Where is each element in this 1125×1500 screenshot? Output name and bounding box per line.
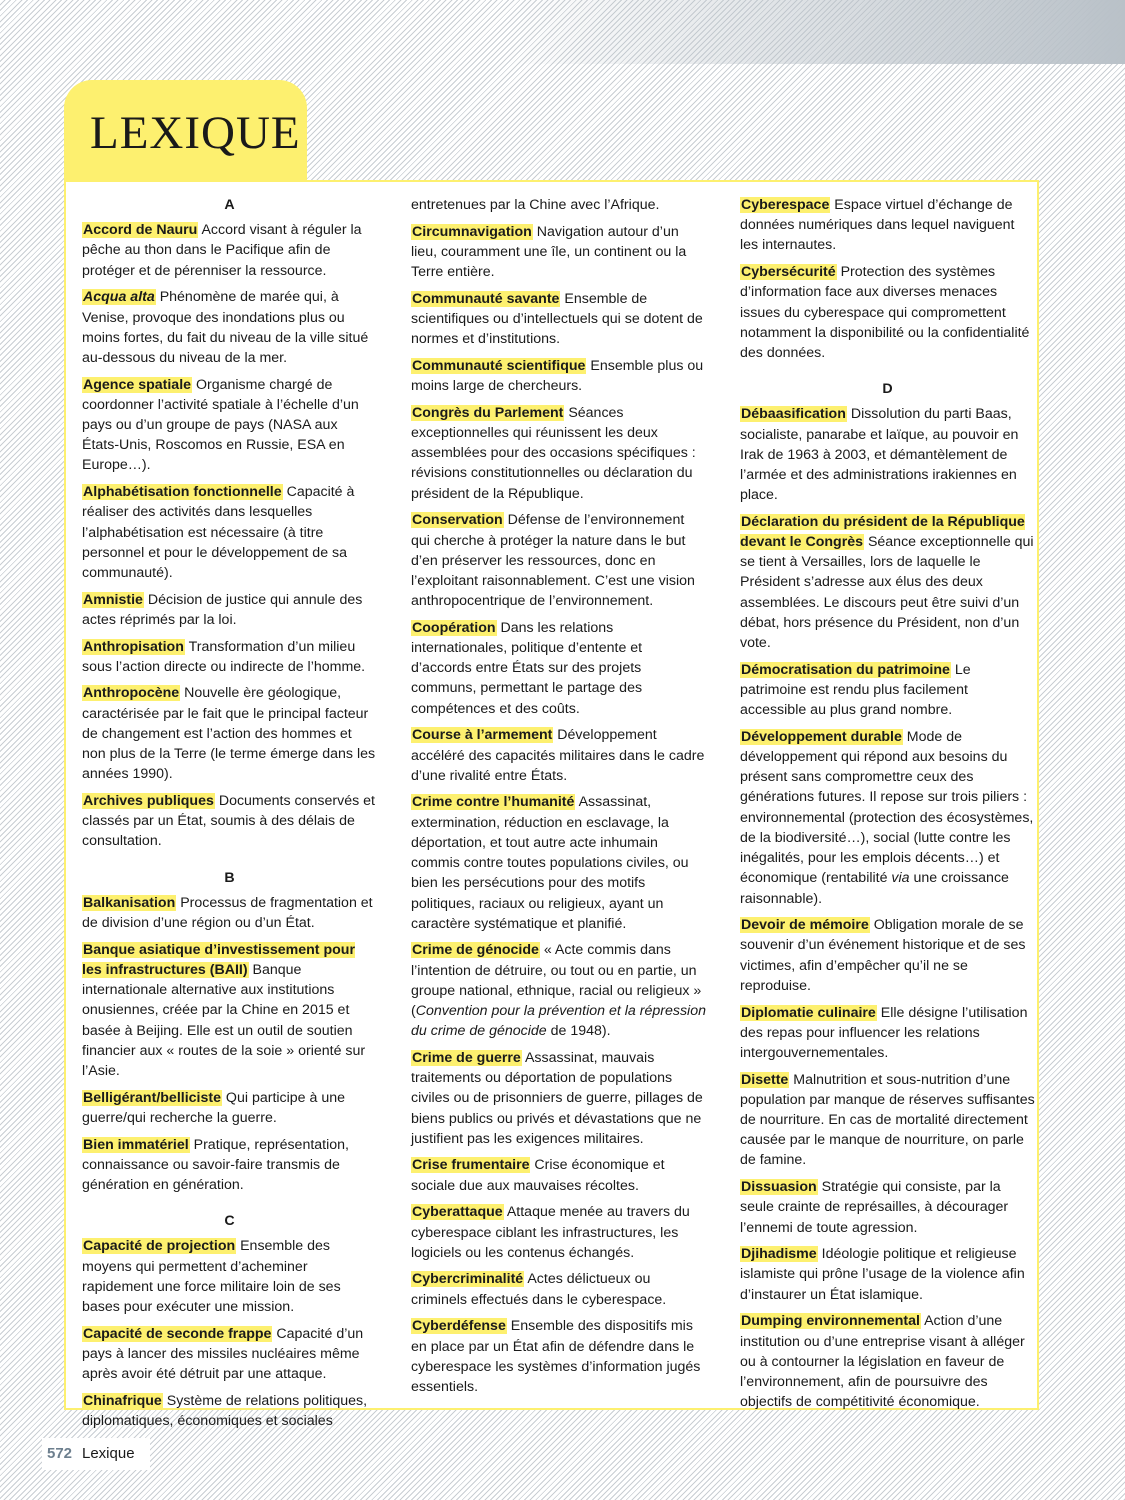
glossary-term: Course à l’armement	[412, 727, 553, 744]
glossary-definition: Attaque menée au travers du cyberespace ciblant les infrastructures, les logiciels ou les contenus échangés.	[411, 1204, 690, 1261]
glossary-entry	[740, 404, 1035, 505]
glossary-definition: Dissolution du parti Baas, socialiste, panarabe et laïque, au pouvoir en Irak de 1963 à 2003, et démantèlement de l’armée et des administrations irakiennes en place.	[740, 406, 1019, 504]
glossary-term: Banque asiatique d’investissement pour les infrastructures (BAII)	[82, 941, 355, 978]
glossary-term: Coopération	[412, 619, 496, 636]
glossary-definition: Stratégie qui consiste, par la seule crainte de représailles, à décourager l’ennemi de toute agression.	[740, 1179, 1009, 1236]
section-letter: B	[224, 869, 235, 886]
glossary-entry	[411, 222, 706, 283]
glossary-term: Dissuasion	[741, 1179, 817, 1196]
glossary-definition: Défense de l’environnement qui cherche à protéger la nature dans le but d’en préserver les ressources, donc en l’exploitant raisonnablement. C’est une vision anthropocentrique de l’environnement.	[411, 512, 695, 610]
glossary-entry	[740, 727, 1035, 909]
glossary-term: Devoir de mémoire	[741, 917, 869, 934]
glossary-term: Développement durable	[741, 728, 902, 745]
glossary-entry	[411, 1155, 706, 1195]
section-letter: D	[882, 381, 893, 398]
glossary-definition: Ensemble des moyens qui permettent d’acheminer rapidement une force militaire loin de ses bases pour exécuter une mission.	[82, 1238, 341, 1315]
glossary-term: Balkanisation	[83, 894, 176, 911]
glossary-term: Bien immatériel	[83, 1136, 189, 1153]
glossary-entry	[411, 1202, 706, 1263]
glossary-definition: Phénomène de marée qui, à Venise, provoque des inondations plus ou moins fortes, du fait du niveau de la ville situé au-dessous du niveau de la mer.	[82, 289, 369, 366]
glossary-definition: entretenues par la Chine avec l’Afrique.	[411, 197, 660, 213]
glossary-term: Chinafrique	[83, 1392, 162, 1409]
glossary-definition: Banque internationale alternative aux institutions onusiennes, créée par la Chine en 2015 et basée à Beijing. Elle est un outil de soutien financier aux « routes de la soie » orienté sur l’Asie.	[82, 961, 366, 1079]
glossary-definition: Pratique, représentation, connaissance ou savoir-faire transmis de génération en génération.	[82, 1136, 349, 1193]
glossary-entry	[82, 287, 377, 368]
glossary-entry	[411, 1269, 706, 1309]
glossary-entry	[82, 220, 377, 281]
glossary-entry	[82, 1088, 377, 1128]
glossary-entry	[740, 1177, 1035, 1238]
glossary-entry	[411, 792, 706, 933]
glossary-term: Crime de génocide	[412, 942, 539, 959]
glossary-definition: Ensemble des dispositifs mis en place par un État afin de défendre dans le cyberespace les systèmes d’information jugés essentiels.	[411, 1318, 701, 1395]
glossary-entry	[82, 590, 377, 630]
glossary-entry	[411, 1316, 706, 1397]
page-number: 572	[47, 1445, 73, 1462]
glossary-definition: Mode de développement qui répond aux besoins du présent sans compromettre ceux des générations futures. Il repose sur trois piliers : environnemental (protection des écosystèmes, de la biodiversité…), social (lutte contre les inégalités, pour les emplois décents…) et économique (rentabilité	[740, 728, 1034, 887]
glossary-definition: Assassinat, extermination, réduction en esclavage, la déportation, et tout autre acte inhumain commis contre toutes populations civiles, ou bien les persécutions pour des motifs politiques, raciaux ou religieux, ayant un caractère systématique et planifié.	[411, 794, 689, 932]
glossary-definition: Décision de justice qui annule des actes réprimés par la loi.	[82, 591, 363, 628]
glossary-term: Crime de guerre	[412, 1049, 521, 1066]
glossary-term: Déclaration du président de la République devant le Congrès	[740, 513, 1025, 551]
glossary-definition: « Acte commis dans l’intention de détruire, ou tout ou en partie, un groupe national, ethnique, racial ou religieux » (	[411, 942, 702, 1020]
column-1	[82, 195, 377, 1438]
glossary-term: Communauté savante	[412, 290, 560, 307]
glossary-entry	[411, 510, 706, 611]
glossary-term: Anthropocène	[83, 685, 180, 702]
glossary-definition: Développement accéléré des capacités militaires dans le cadre d’une rivalité entre États.	[411, 727, 705, 784]
glossary-term: Cybercriminalité	[412, 1271, 524, 1288]
header-band	[0, 0, 1125, 64]
glossary-term: Agence spatiale	[83, 376, 192, 393]
glossary-entry	[411, 1048, 706, 1149]
glossary-term: Capacité de seconde frappe	[83, 1325, 272, 1342]
glossary-entry	[82, 1324, 377, 1385]
glossary-definition: Qui participe à une guerre/qui recherche la guerre.	[82, 1089, 346, 1126]
glossary-definition: Le patrimoine est rendu plus facilement accessible au plus grand nombre.	[740, 661, 971, 719]
glossary-definition-tail: une croissance raisonnable).	[740, 870, 1009, 907]
glossary-term: Djihadisme	[741, 1246, 817, 1263]
glossary-term: Accord de Nauru	[83, 222, 198, 239]
glossary-entry	[740, 915, 1035, 996]
glossary-definition: Protection des systèmes d’information face aux diverses menaces issues du cyberespace qui compromettent notamment la disponibilité ou la confidentialité des données.	[740, 264, 1030, 361]
glossary-definition: Obligation morale de se souvenir d’un événement historique et de ses victimes, afin d’empêcher qu’il ne se reproduise.	[740, 917, 1026, 994]
glossary-term: Démocratisation du patrimoine	[741, 661, 950, 678]
section-letter: C	[224, 1213, 235, 1230]
column-3	[740, 195, 1035, 1419]
glossary-term: Cyberdéfense	[412, 1318, 506, 1335]
glossary-term: Cyberespace	[741, 197, 830, 213]
glossary-definition-tail: de 1948).	[546, 1023, 611, 1040]
glossary-definition: Capacité à réaliser des activités dans lesquelles l’alphabétisation est nécessaire (à titre personnel et pour le développement de sa communauté).	[82, 484, 355, 581]
glossary-term: Congrès du Parlement	[412, 404, 564, 421]
glossary-definition: Assassinat, mauvais traitements ou déportation de populations civiles ou de prisonniers de guerre, pillages de biens publics ou privés et dévastations que ne justifient pas les exigences militaires.	[411, 1049, 703, 1147]
glossary-entry	[82, 791, 377, 852]
glossary-definition: Elle désigne l’utilisation des repas pour influencer les relations intergouvernementales.	[740, 1004, 1028, 1061]
glossary-entry	[411, 725, 706, 786]
glossary-term: Amnistie	[83, 591, 143, 608]
glossary-definition: Dans les relations internationales, politique d’entente et d’accords entre États sur des projets communs, permettant le partage des compétences et des coûts.	[411, 619, 643, 717]
glossary-term: Communauté scientifique	[412, 357, 586, 374]
glossary-entry	[82, 1236, 377, 1317]
glossary-entry	[740, 195, 1035, 256]
glossary-term: Conservation	[412, 512, 503, 529]
glossary-definition: Action d’une institution ou d’une entreprise visant à alléger ou à contourner la législation en faveur de l’environnement, afin de poursuivre des objectifs de compétitivité économique.	[740, 1313, 1025, 1411]
glossary-term: Alphabétisation fonctionnelle	[83, 484, 282, 501]
glossary-entry	[411, 940, 706, 1041]
glossary-definition: Navigation autour d’un lieu, couramment une île, un continent ou la Terre entière.	[411, 223, 687, 281]
glossary-term: Acqua alta	[83, 289, 155, 306]
glossary-definition-italic: via	[891, 870, 910, 887]
glossary-entry	[82, 683, 377, 784]
glossary-entry	[82, 940, 377, 1081]
glossary-entry	[411, 356, 706, 396]
glossary-term: Dumping environnemental	[741, 1313, 920, 1330]
glossary-term: Crime contre l’humanité	[412, 794, 575, 811]
glossary-entry	[740, 660, 1035, 721]
glossary-entry	[411, 289, 706, 350]
glossary-definition: Nouvelle ère géologique, caractérisée par le fait que le principal facteur de changement est l’action des hommes et non plus de la Terre (le terme émerge dans les années 1990).	[82, 685, 376, 783]
glossary-entry	[740, 1003, 1035, 1064]
glossary-term: Anthropisation	[83, 638, 184, 655]
glossary-definition: Crise économique et sociale due aux mauvaises récoltes.	[411, 1157, 665, 1194]
glossary-definition: Transformation d’un milieu sous l’action directe ou indirecte de l’homme.	[82, 638, 366, 675]
glossary-entry	[82, 375, 377, 476]
glossary-term: Disette	[741, 1071, 789, 1088]
glossary-definition: Séances exceptionnelles qui réunissent les deux assemblées pour des occasions spécifiques : révisions constitutionnelles ou déclaration du président de la République.	[411, 404, 696, 502]
glossary-entry	[82, 482, 377, 583]
glossary-term: Capacité de projection	[83, 1238, 236, 1255]
glossary-entry	[82, 1391, 377, 1431]
glossary-term: Cyberattaque	[412, 1204, 503, 1221]
glossary-entry	[740, 262, 1035, 363]
glossary-definition: Accord visant à réguler la pêche au thon dans le Pacifique afin de protéger et de pérenniser la ressource.	[82, 222, 362, 279]
glossary-definition: Documents conservés et classés par un État, soumis à des délais de consultation.	[82, 792, 375, 850]
glossary-definition: Processus de fragmentation et de division d’une région ou d’un État.	[82, 894, 373, 931]
glossary-definition: Organisme chargé de coordonner l’activité spatiale à l’échelle d’un pays ou d’un groupe de pays (NASA aux États-Unis, Roscomos en Russie, ESA en Europe…).	[82, 376, 359, 474]
glossary-entry	[82, 893, 377, 933]
title-tab	[64, 80, 307, 182]
column-2	[411, 195, 706, 1404]
glossary-term: Archives publiques	[83, 792, 214, 809]
glossary-term: Cybersécurité	[741, 264, 836, 281]
glossary-definition: Actes délictueux ou criminels effectués dans le cyberespace.	[411, 1271, 667, 1308]
glossary-definition-italic: Convention pour la prévention et la répression du crime de génocide	[411, 1003, 706, 1040]
glossary-definition: Système de relations politiques, diplomatiques, économiques et sociales	[82, 1392, 368, 1429]
section-letter: A	[224, 197, 235, 213]
glossary-entry	[740, 1070, 1035, 1171]
glossary-definition: Capacité d’un pays à lancer des missiles nucléaires même après avoir été détruit par une attaque.	[82, 1325, 364, 1383]
glossary-definition: Ensemble de scientifiques ou d’intellectuels qui se dotent de normes et d’institutions.	[411, 290, 703, 348]
glossary-entry	[740, 512, 1035, 653]
footer	[42, 1438, 150, 1470]
glossary-entry	[740, 1311, 1035, 1412]
glossary-term: Diplomatie culinaire	[741, 1004, 876, 1021]
glossary-term: Crise frumentaire	[412, 1157, 530, 1174]
lexicon-panel	[64, 180, 1039, 1429]
page-label: Lexique	[82, 1445, 135, 1462]
glossary-term: Circumnavigation	[412, 223, 532, 240]
page-title: LEXIQUE	[90, 107, 301, 159]
glossary-entry	[82, 1135, 377, 1196]
glossary-entry	[82, 637, 377, 677]
glossary-definition: Ensemble plus ou moins large de chercheurs.	[411, 357, 704, 395]
glossary-entry	[411, 403, 706, 504]
glossary-entry	[411, 618, 706, 719]
glossary-definition: Espace virtuel d’échange de données numériques dans lequel naviguent les internautes.	[740, 197, 1015, 254]
glossary-definition: Idéologie politique et religieuse islamiste qui prône l’usage de la violence afin d’instaurer un État islamique.	[740, 1246, 1025, 1303]
glossary-definition: Malnutrition et sous-nutrition d’une population par manque de réserves suffisantes de nourriture. En cas de mortalité directement causée par le manque de nourriture, on parle de famine.	[740, 1071, 1035, 1169]
glossary-definition: Séance exceptionnelle qui se tient à Versailles, lors de laquelle le Président s’adresse aux élus des deux assemblées. Le discours peut être suivi d’un débat, hors présence du Président, non d’un vote.	[740, 534, 1034, 652]
glossary-entry	[740, 1244, 1035, 1305]
glossary-term: Débaasification	[741, 406, 846, 423]
glossary-term: Belligérant/belliciste	[83, 1089, 221, 1106]
glossary-entry	[411, 195, 706, 215]
